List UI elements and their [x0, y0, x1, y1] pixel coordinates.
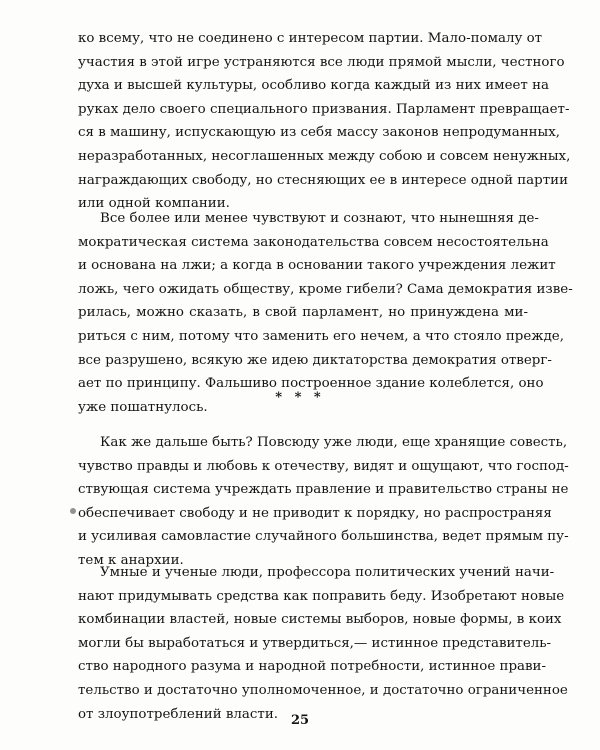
page-number: 25	[290, 713, 310, 728]
text-line: рилась, можно сказать, в свой парламент, но принуждена ми-	[78, 305, 528, 321]
text-line: руках дело своего специального призвания. Парламент превращает-	[78, 101, 570, 117]
text-line: Умные и ученые люди, профессора политических учений начи-	[100, 565, 555, 580]
text-line: тем к анархии.	[78, 552, 184, 568]
text-line: награждающих свободу, но стесняющих ее в интересе одной партии	[78, 172, 568, 188]
text-line: и усиливая самовластие случайного большинства, ведет прямым пу-	[78, 529, 569, 545]
text-line: нают придумывать средства как поправить беду. Изобретают новые	[78, 588, 565, 604]
text-line: все разрушено, всякую же идею диктаторства демократия отверг-	[78, 352, 552, 368]
text-line: обеспечивает свободу и не приводит к порядку, но распространяя	[78, 505, 552, 521]
text-line: или одной компании.	[78, 196, 230, 212]
text-line: Все более или менее чувствуют и сознают, что нынешняя де-	[100, 211, 539, 226]
paragraph-democracy	[78, 207, 573, 419]
text-line: ложь, чего ожидать обществу, кроме гибели? Сама демократия изве-	[78, 281, 573, 297]
text-line: ает по принципу. Фальшиво построенное здание колеблется, оно	[78, 376, 544, 392]
text-line: участия в этой игре устраняются все люди прямой мысли, честного	[78, 54, 565, 70]
text-line: ко всему, что не соединено с интересом партии. Мало-помалу от	[78, 31, 543, 46]
section-separator: * * *	[275, 390, 325, 405]
text-line: могли бы выработаться и утвердиться,— истинное представитель-	[78, 635, 552, 651]
text-line: ствующая система учреждать правление и правительство страны не	[78, 482, 569, 498]
margin-mark	[70, 508, 76, 514]
text-line: неразработанных, несоглашенных между собою и совсем ненужных,	[78, 148, 571, 164]
text-line: духа и высшей культуры, особливо когда каждый из них имеет на	[78, 78, 549, 94]
text-line: риться с ним, потому что заменить его нечем, а что стояло прежде,	[78, 328, 564, 344]
text-line: мократическая система законодательства совсем несостоятельна	[78, 234, 549, 250]
text-line: от злоупотреблений власти.	[78, 706, 279, 722]
paragraph-continuation	[78, 27, 571, 216]
text-line: уже пошатнулось.	[78, 399, 208, 415]
paragraph-scholars	[78, 561, 568, 726]
text-line: чувство правды и любовь к отечеству, видят и ощущают, что господ-	[78, 458, 569, 474]
text-line: тельство и достаточно уполномоченное, и достаточно ограниченное	[78, 682, 568, 698]
paragraph-how-to-proceed	[78, 431, 569, 573]
text-line: и основана на лжи; а когда в основании такого учреждения лежит	[78, 258, 556, 274]
text-line: ство народного разума и народной потребности, истинное прави-	[78, 659, 547, 675]
text-line: ся в машину, испускающую из себя массу законов непродуманных,	[78, 125, 561, 141]
text-line: комбинации властей, новые системы выборов, новые формы, в коих	[78, 612, 562, 628]
text-line: Как же дальше быть? Повсюду уже люди, еще хранящие совесть,	[100, 435, 568, 450]
